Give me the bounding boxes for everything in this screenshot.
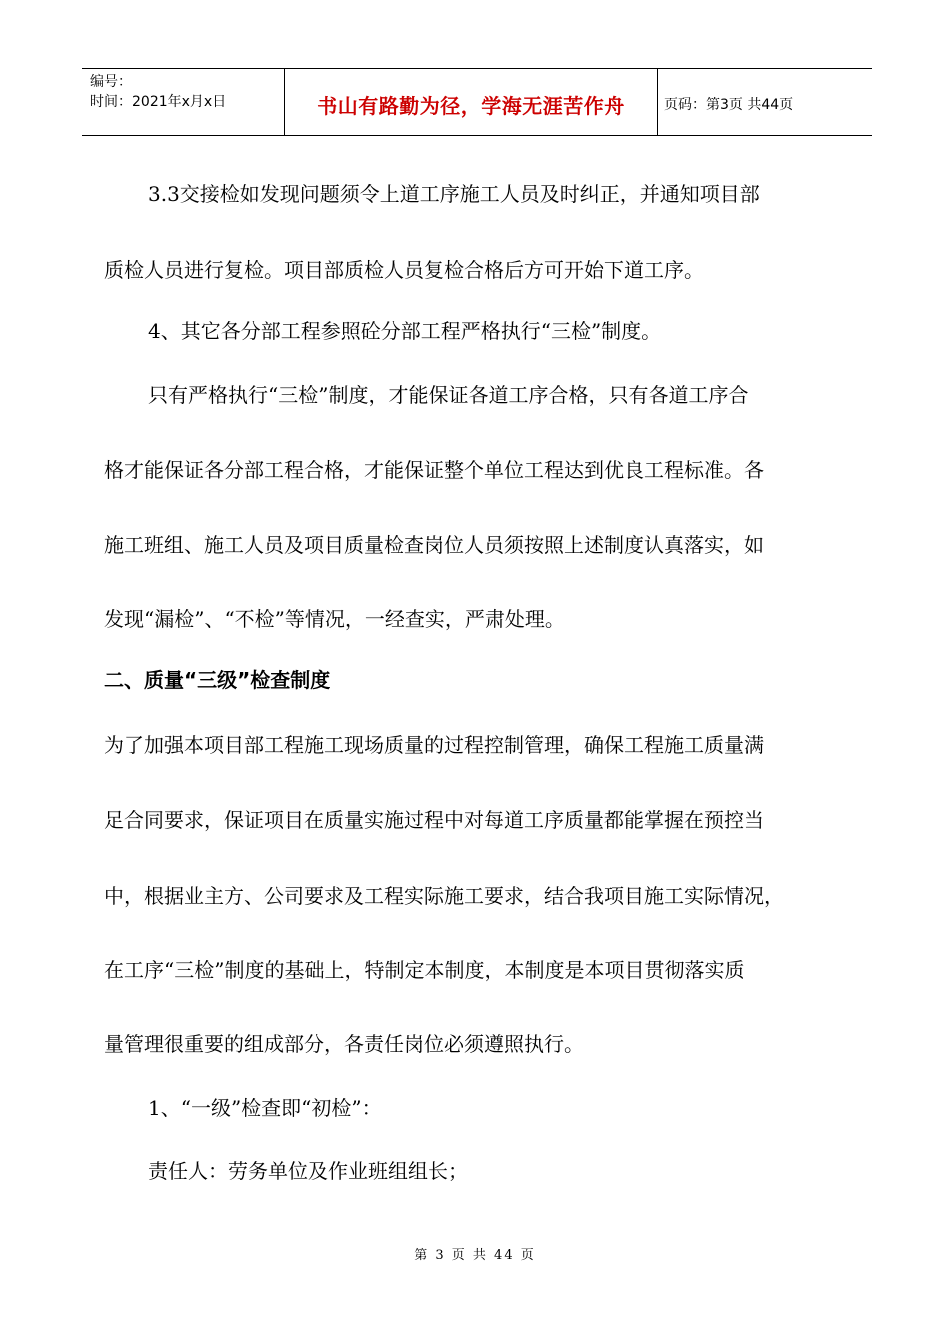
header-motto-cell (285, 69, 658, 135)
paragraph-line: 发现“漏检”、“不检”等情况，一经查实，严肃处理。 (104, 607, 565, 631)
page-header (82, 68, 872, 136)
paragraph-line: 格才能保证各分部工程合格，才能保证整个单位工程达到优良工程标准。各 (104, 458, 764, 482)
paragraph-line: 施工班组、施工人员及项目质量检查岗位人员须按照上述制度认真落实，如 (104, 533, 764, 557)
paragraph-line: 3.3交接检如发现问题须令上道工序施工人员及时纠正，并通知项目部 (148, 182, 760, 206)
header-motto: 书山有路勤为径，学海无涯苦作舟 (317, 93, 625, 118)
paragraph-line: 中，根据业主方、公司要求及工程实际施工要求，结合我项目施工实际情况， (104, 884, 784, 908)
header-page-info: 页码：第3页 共44页 (664, 97, 794, 113)
page-footer: 第 3 页 共 44 页 (414, 1248, 536, 1263)
header-meta-cell (82, 69, 285, 135)
header-page-cell (658, 69, 872, 135)
paragraph-line: 在工序“三检”制度的基础上，特制定本制度，本制度是本项目贯彻落实质 (104, 958, 745, 982)
paragraph-line: 为了加强本项目部工程施工现场质量的过程控制管理，确保工程施工质量满 (104, 733, 764, 757)
paragraph-line: 责任人：劳务单位及作业班组组长； (148, 1159, 468, 1183)
document-time-label: 时间：2021年x月x日 (90, 94, 227, 110)
paragraph-line: 量管理很重要的组成部分，各责任岗位必须遵照执行。 (104, 1032, 584, 1056)
paragraph-line: 质检人员进行复检。项目部质检人员复检合格后方可开始下道工序。 (104, 258, 704, 282)
paragraph-line: 只有严格执行“三检”制度，才能保证各道工序合格，只有各道工序合 (148, 383, 749, 407)
paragraph-line: 足合同要求，保证项目在质量实施过程中对每道工序质量都能掌握在预控当 (104, 808, 764, 832)
list-item-heading: 1、“一级”检查即“初检”： (148, 1096, 382, 1120)
document-number-label: 编号： (90, 74, 132, 90)
paragraph-line: 4、其它各分部工程参照砼分部工程严格执行“三检”制度。 (148, 319, 662, 343)
section-heading: 二、质量“三级”检查制度 (104, 668, 331, 692)
